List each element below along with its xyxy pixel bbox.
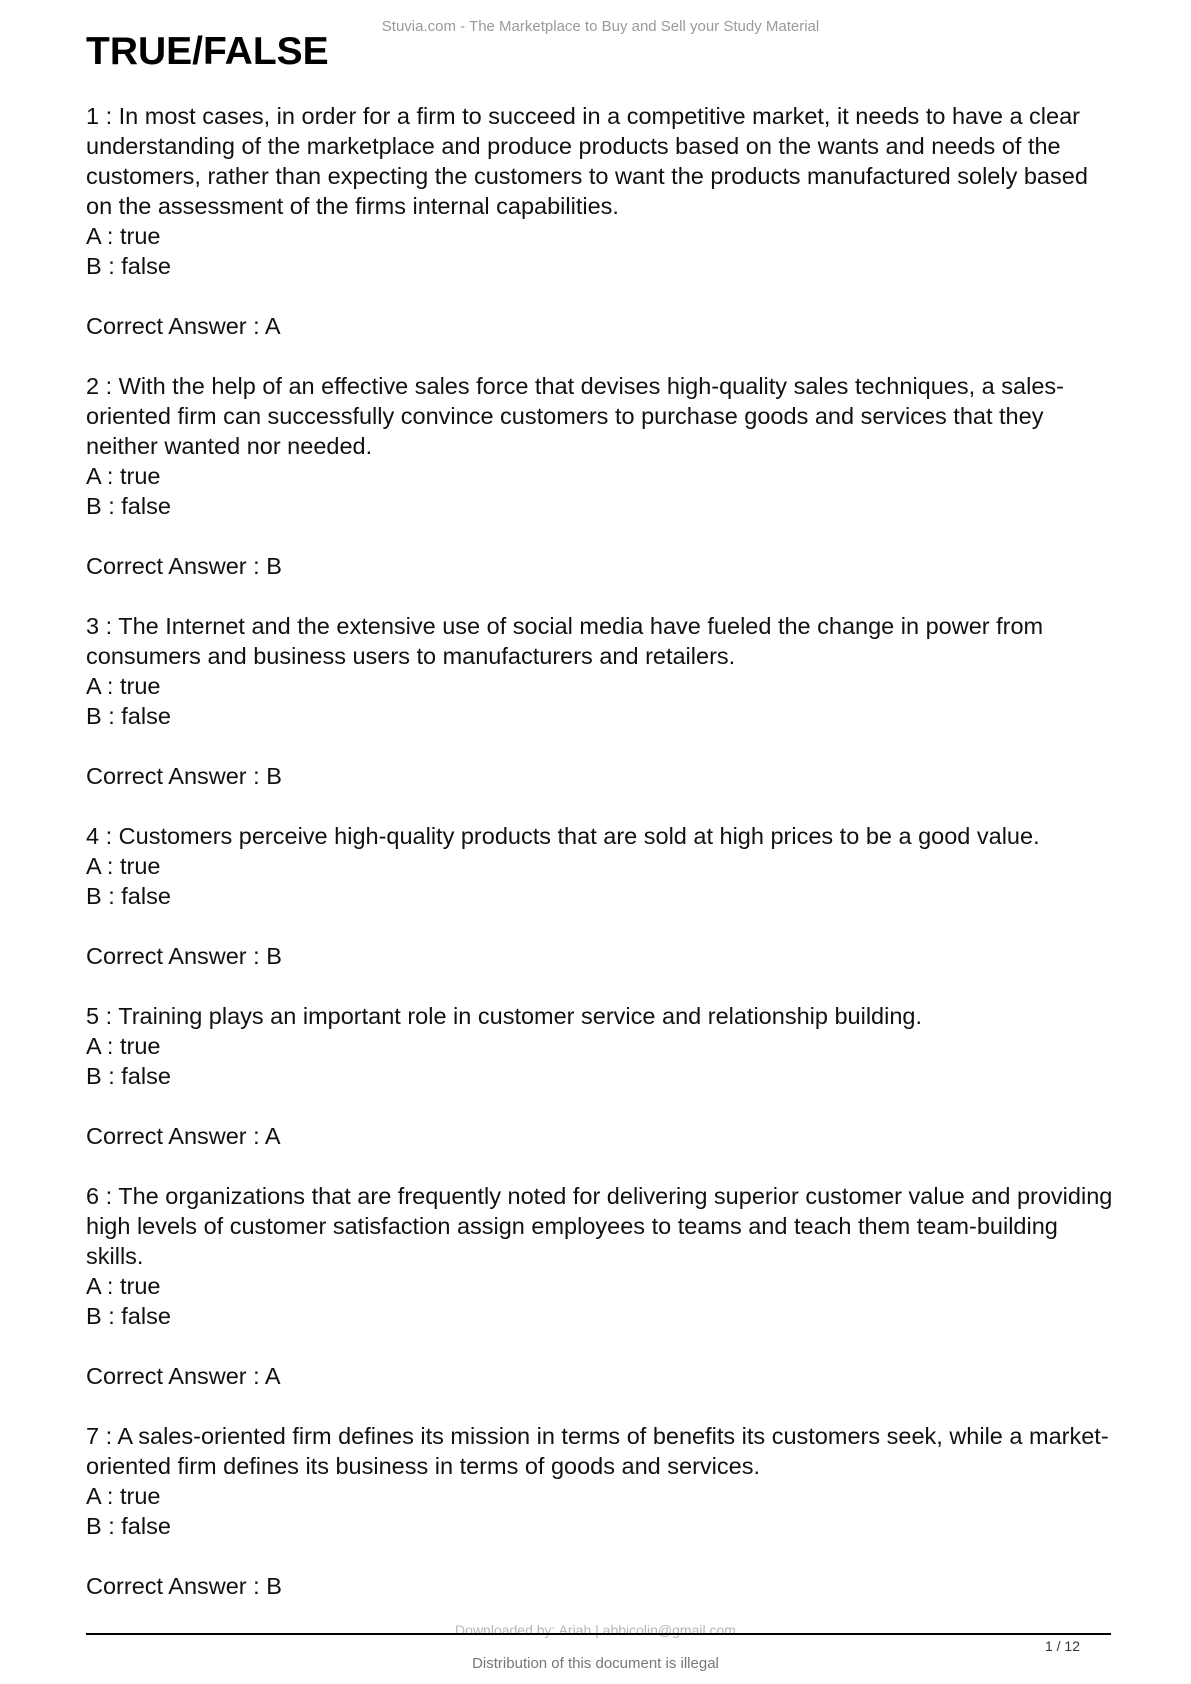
option-b: B : false [86, 1303, 171, 1329]
option-a: A : true [86, 673, 161, 699]
question-item [86, 821, 1116, 971]
question-item [86, 611, 1116, 791]
question-text: 7 : A sales-oriented firm defines its mission in terms of benefits its customers seek, while a market-oriented firm defines its business in terms of goods and services. [86, 1423, 1109, 1479]
option-b: B : false [86, 883, 171, 909]
correct-answer: Correct Answer : A [86, 1123, 281, 1149]
option-a: A : true [86, 223, 161, 249]
question-text: 2 : With the help of an effective sales force that devises high-quality sales techniques, a sales-oriented firm can successfully convince customers to purchase goods and services that they neither wanted nor needed. [86, 373, 1064, 459]
option-a: A : true [86, 1273, 161, 1299]
question-text: 4 : Customers perceive high-quality products that are sold at high prices to be a good value. [86, 823, 1040, 849]
option-b: B : false [86, 1513, 171, 1539]
correct-answer: Correct Answer : B [86, 763, 282, 789]
question-text: 1 : In most cases, in order for a firm to succeed in a competitive market, it needs to have a clear understanding of the marketplace and produce products based on the wants and needs of the customers, rather than expecting the customers to want the products manufactured solely based on the assessment of the firms internal capabilities. [86, 103, 1088, 219]
correct-answer: Correct Answer : B [86, 943, 282, 969]
distribution-notice: Distribution of this document is illegal [472, 1655, 719, 1672]
question-item [86, 1421, 1116, 1601]
option-b: B : false [86, 703, 171, 729]
option-a: A : true [86, 463, 161, 489]
page-number: 1 / 12 [1044, 1638, 1080, 1654]
header-watermark-text: Stuvia.com - The Marketplace to Buy and Sell your Study Material [381, 18, 820, 35]
correct-answer: Correct Answer : A [86, 313, 281, 339]
question-item [86, 1001, 1116, 1151]
question-item [86, 1181, 1116, 1391]
footer-downloaded-by: Downloaded by: Ariah | abbicolin@gmail.com [455, 1622, 736, 1638]
option-b: B : false [86, 1063, 171, 1089]
correct-answer: Correct Answer : B [86, 553, 282, 579]
question-item [86, 101, 1116, 341]
correct-answer: Correct Answer : B [86, 1573, 282, 1599]
page-title: TRUE/FALSE [86, 30, 329, 73]
option-a: A : true [86, 1483, 161, 1509]
option-a: A : true [86, 853, 161, 879]
question-text: 5 : Training plays an important role in customer service and relationship building. [86, 1003, 922, 1029]
footer-divider [86, 1633, 1111, 1635]
question-text: 3 : The Internet and the extensive use of social media have fueled the change in power from consumers and business users to manufacturers and retailers. [86, 613, 1044, 669]
option-b: B : false [86, 493, 171, 519]
option-a: A : true [86, 1033, 161, 1059]
correct-answer: Correct Answer : A [86, 1363, 281, 1389]
question-list [86, 101, 1116, 1631]
question-text: 6 : The organizations that are frequently noted for delivering superior customer value and providing high levels of customer satisfaction assign employees to teams and teach them team-building skills. [86, 1183, 1113, 1269]
question-item [86, 371, 1116, 581]
option-b: B : false [86, 253, 171, 279]
